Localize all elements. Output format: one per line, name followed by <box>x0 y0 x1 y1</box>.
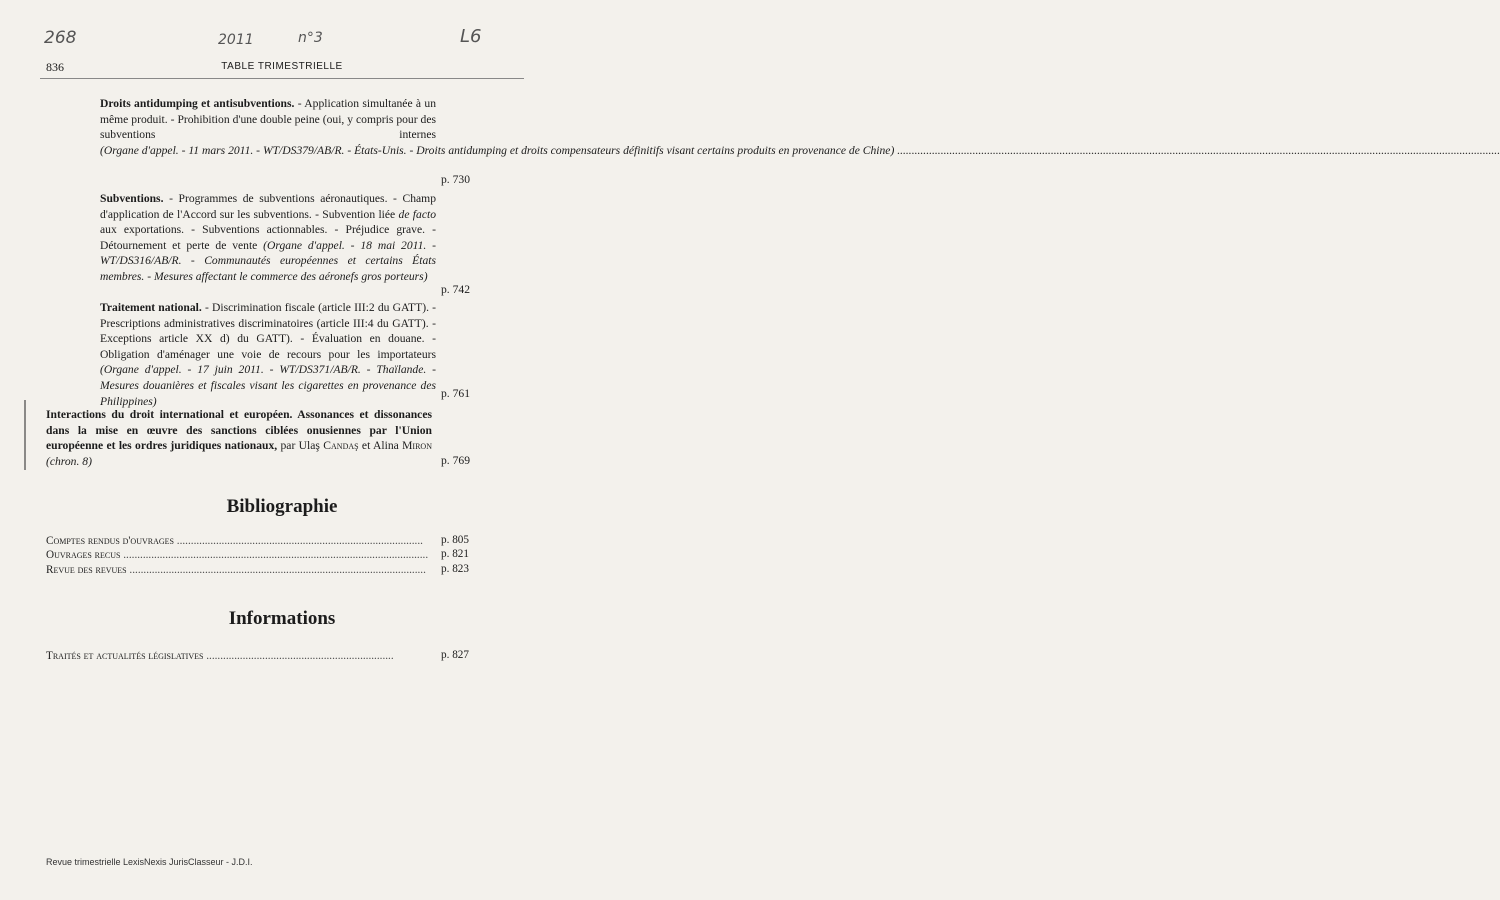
entry-and: et Alina <box>358 439 403 453</box>
page-ref: p. 827 <box>441 649 469 661</box>
toc-label: Revue des revues <box>46 564 127 576</box>
entry-author-2: Miron <box>402 439 432 453</box>
margin-bar <box>24 400 26 470</box>
handwritten-note-issue: n°3 <box>298 30 323 46</box>
handwritten-note-left: 268 <box>44 28 77 48</box>
page-ref: p. 769 <box>441 454 470 467</box>
page-header <box>40 60 524 79</box>
section-title-bibliographie: Bibliographie <box>226 496 338 517</box>
page-number: 836 <box>46 60 64 74</box>
entry-antidumping <box>100 96 895 158</box>
entry-subventions <box>100 191 436 285</box>
handwritten-note-right: L6 <box>460 26 482 47</box>
toc-row: Comptes rendus d'ouvrages ........................................................................................ <box>46 535 423 547</box>
page-footer: Revue trimestrielle LexisNexis JurisClasseur - J.D.I. <box>46 857 253 867</box>
toc-label: Comptes rendus d'ouvrages <box>46 535 174 547</box>
toc-row: Traités et actualités législatives ................................................................... <box>46 650 394 662</box>
toc-label: Ouvrages recus <box>46 549 121 561</box>
entry-body: - Discrimination fiscale (article III:2 du GATT). - Prescriptions administratives discriminatoires (article III:4 du GATT). - Exceptions article XX d) du GATT). - Évaluation en douane. - Obligation d'aménager une voie de recours pour les importateurs <box>100 301 436 361</box>
entry-title: Traitement national. <box>100 301 202 314</box>
handwritten-note-year: 2011 <box>218 32 254 48</box>
entry-author-1: Candaş <box>323 439 359 453</box>
entry-italic: de facto <box>398 207 436 221</box>
entry-chron: (chron. 8) <box>46 454 92 468</box>
toc-row: Ouvrages recus ............................................................................................................. <box>46 549 429 561</box>
entry-citation: (Organe d'appel. - 17 juin 2011. - WT/DS371/AB/R. - Thaïlande. - Mesures douanières et fiscales visant les cigarettes en provenance des Philippines) <box>100 363 436 408</box>
entry-citation: (Organe d'appel. - 11 mars 2011. - WT/DS379/AB/R. - États-Unis. - Droits antidumping et droits compensateurs définitifs visant certains produits en provenance de Chine) ..... <box>100 144 1500 157</box>
page-ref: p. 761 <box>441 387 470 400</box>
entry-body-2: aux exportations. - Subventions actionnables. - Préjudice grave. - Détournement et perte de vente <box>100 223 436 252</box>
toc-label: Traités et actualités législatives <box>46 650 204 662</box>
entry-interactions <box>46 407 432 469</box>
entry-body: - Application simultanée à un même produit. - Prohibition d'une double peine (oui, y compris pour des subventions internes <box>100 97 437 142</box>
entry-traitement-national <box>100 300 436 409</box>
entry-by: par Ulaş <box>277 439 324 453</box>
entry-title: Subventions. <box>100 192 164 205</box>
page-ref: p. 742 <box>441 283 470 296</box>
running-title: TABLE TRIMESTRIELLE <box>221 61 343 72</box>
page-ref: p. 823 <box>441 563 469 575</box>
entry-citation: (Organe d'appel. - 18 mai 2011. - WT/DS316/AB/R. - Communautés européennes et certains États membres. - Mesures affectant le commerce des aéronefs gros porteurs) <box>100 238 436 283</box>
page-ref: p. 805 <box>441 534 469 546</box>
page-ref: p. 730 <box>441 173 470 186</box>
entry-title: Droits antidumping et antisubventions. <box>100 97 295 110</box>
entry-body: - Programmes de subventions aéronautiques. - Champ d'application de l'Accord sur les subventions. - Subvention liée <box>100 192 436 221</box>
page-ref: p. 821 <box>441 548 469 560</box>
section-title-informations: Informations <box>228 608 336 629</box>
entry-title: Interactions du droit international et européen. Assonances et dissonances dans la mise en œuvre des sanctions ciblées onusiennes par l'Union européenne et les ordres juridiques nationaux, <box>46 408 432 453</box>
toc-row: Revue des revues .......................................................................................................... <box>46 564 426 576</box>
